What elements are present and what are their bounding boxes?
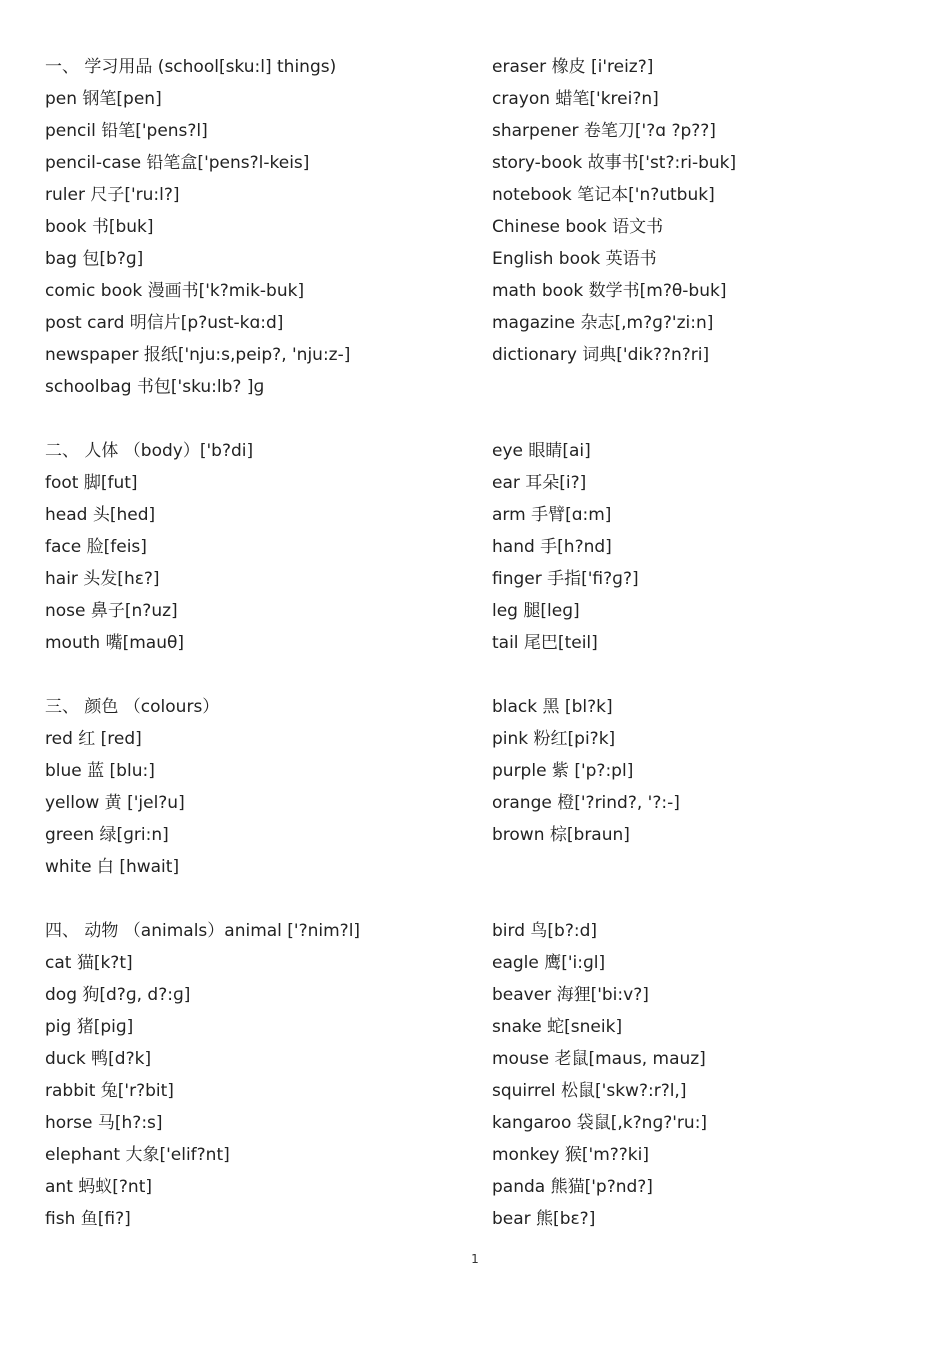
vocab-entry: pen 钢笔[pen]: [45, 89, 162, 109]
section-heading: 一、 学习用品 (school[sku:l] things): [45, 57, 337, 77]
vocab-entry: black 黑 [bl?k]: [492, 697, 613, 717]
vocab-entry: eye 眼睛[ai]: [492, 441, 591, 461]
vocab-entry: math book 数学书[m?θ-buk]: [492, 281, 727, 301]
vocab-entry: squirrel 松鼠['skw?:r?l,]: [492, 1081, 687, 1101]
vocab-entry: red 红 [red]: [45, 729, 142, 749]
vocab-entry: bear 熊[bɛ?]: [492, 1209, 596, 1229]
vocab-entry: face 脸[feis]: [45, 537, 147, 557]
section-heading: 二、 人体 （body）['b?di]: [45, 441, 254, 461]
vocab-entry: purple 紫 ['p?:pl]: [492, 761, 634, 781]
vocab-entry: Chinese book 语文书: [492, 217, 664, 237]
vocab-entry: elephant 大象['elif?nt]: [45, 1145, 230, 1165]
vocab-entry: fish 鱼[fi?]: [45, 1209, 131, 1229]
vocab-entry: newspaper 报纸['nju:s,peip?, 'nju:z-]: [45, 345, 351, 365]
vocab-entry: yellow 黄 ['jel?u]: [45, 793, 185, 813]
vocab-entry: ear 耳朵[i?]: [492, 473, 587, 493]
vocab-entry: head 头[hed]: [45, 505, 156, 525]
vocab-entry: snake 蛇[sneik]: [492, 1017, 623, 1037]
vocab-entry: mouth 嘴[mauθ]: [45, 633, 184, 653]
vocab-entry: post card 明信片[p?ust-kɑ:d]: [45, 313, 284, 333]
vocab-entry: leg 腿[leɡ]: [492, 601, 580, 621]
vocab-entry: dog 狗[d?ɡ, d?:ɡ]: [45, 985, 191, 1005]
vocab-entry: pig 猪[piɡ]: [45, 1017, 134, 1037]
vocab-entry: book 书[buk]: [45, 217, 154, 237]
section-heading: 三、 颜色 （colours）: [45, 697, 220, 717]
vocab-entry: duck 鸭[d?k]: [45, 1049, 152, 1069]
vocab-entry: crayon 蜡笔['krei?n]: [492, 89, 659, 109]
vocab-entry: mouse 老鼠[maus, mauz]: [492, 1049, 706, 1069]
vocab-entry: ant 蚂蚁[?nt]: [45, 1177, 152, 1197]
vocab-entry: ruler 尺子['ru:l?]: [45, 185, 180, 205]
vocab-entry: cat 猫[k?t]: [45, 953, 133, 973]
vocab-entry: story-book 故事书['st?:ri-buk]: [492, 153, 737, 173]
vocab-entry: dictionary 词典['dik??n?ri]: [492, 345, 710, 365]
vocab-entry: English book 英语书: [492, 249, 657, 269]
vocab-entry: notebook 笔记本['n?utbuk]: [492, 185, 715, 205]
vocab-entry: eraser 橡皮 [i'reiz?]: [492, 57, 654, 77]
right-column: [492, 51, 912, 1235]
left-column: [45, 51, 465, 1235]
vocab-entry: brown 棕[braun]: [492, 825, 630, 845]
vocab-entry: beaver 海狸['bi:v?]: [492, 985, 649, 1005]
vocab-entry: finger 手指['fi?ɡ?]: [492, 569, 639, 589]
vocab-entry: sharpener 卷笔刀['?ɑ ?p??]: [492, 121, 716, 141]
vocab-entry: pencil-case 铅笔盒['pens?l-keis]: [45, 153, 310, 173]
vocab-entry: [492, 371, 912, 403]
vocab-entry: arm 手臂[ɑ:m]: [492, 505, 612, 525]
section-spacer: [45, 883, 465, 915]
section-spacer: [492, 403, 912, 435]
vocab-entry: blue 蓝 [blu:]: [45, 761, 155, 781]
vocab-entry: panda 熊猫['p?nd?]: [492, 1177, 653, 1197]
vocab-entry: rabbit 兔['r?bit]: [45, 1081, 174, 1101]
vocab-entry: horse 马[h?:s]: [45, 1113, 163, 1133]
vocab-entry: orange 橙['?rind?, '?:-]: [492, 793, 680, 813]
section-spacer: [492, 659, 912, 691]
section-spacer: [45, 659, 465, 691]
vocab-entry: schoolbag 书包['sku:lb? ]ɡ: [45, 377, 265, 397]
vocab-entry: monkey 猴['m??ki]: [492, 1145, 650, 1165]
section-spacer: [492, 883, 912, 915]
section-spacer: [45, 403, 465, 435]
vocab-entry: tail 尾巴[teil]: [492, 633, 598, 653]
vocab-entry: magazine 杂志[,m?ɡ?'zi:n]: [492, 313, 714, 333]
page-number: 1: [471, 1252, 479, 1266]
vocab-entry: bag 包[b?ɡ]: [45, 249, 144, 269]
vocab-entry: bird 鸟[b?:d]: [492, 921, 597, 941]
vocab-entry: foot 脚[fut]: [45, 473, 138, 493]
vocab-entry: hair 头发[hɛ?]: [45, 569, 160, 589]
vocab-entry: pencil 铅笔['pens?l]: [45, 121, 208, 141]
vocab-entry: green 绿[ɡri:n]: [45, 825, 169, 845]
vocab-entry: kangaroo 袋鼠[,k?nɡ?'ru:]: [492, 1113, 708, 1133]
vocab-entry: nose 鼻子[n?uz]: [45, 601, 178, 621]
section-heading: 四、 动物 （animals）animal ['?nim?l]: [45, 921, 361, 941]
vocab-entry: hand 手[h?nd]: [492, 537, 612, 557]
vocab-entry: white 白 [hwait]: [45, 857, 180, 877]
vocab-entry: [492, 851, 912, 883]
vocab-entry: comic book 漫画书['k?mik-buk]: [45, 281, 305, 301]
vocab-entry: pink 粉红[pi?k]: [492, 729, 616, 749]
vocab-entry: eagle 鹰['i:ɡl]: [492, 953, 606, 973]
